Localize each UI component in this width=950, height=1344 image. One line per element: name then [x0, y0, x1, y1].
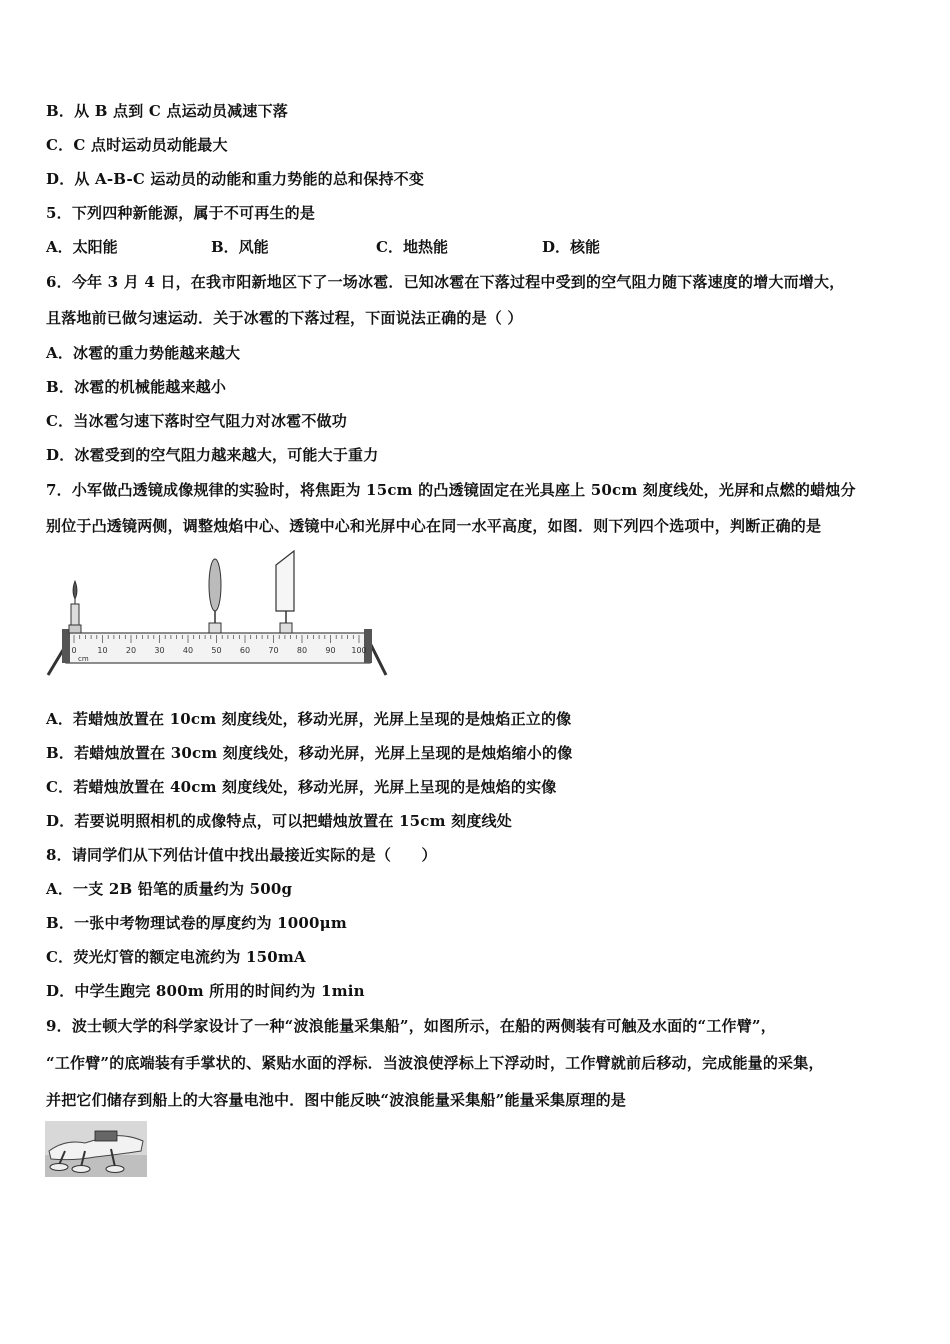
q5-option-c: C．地热能	[376, 238, 448, 256]
ruler-tick-label: 90	[325, 646, 336, 655]
q8-option-c: C．荧光灯管的额定电流约为 150mA	[46, 948, 306, 966]
q7-option-d: D．若要说明照相机的成像特点，可以把蜡烛放置在 15cm 刻度线处	[46, 812, 512, 830]
float-1	[50, 1164, 68, 1171]
q5-stem: 5．下列四种新能源，属于不可再生的是	[46, 204, 316, 222]
ruler-tick-label: 0	[71, 646, 77, 655]
wave-energy-ship-image	[45, 1121, 147, 1177]
q6-option-d: D．冰雹受到的空气阻力越来越大，可能大于重力	[46, 446, 379, 464]
ruler-tick-label: 70	[268, 646, 279, 655]
ruler-tick-label: 20	[125, 646, 137, 655]
q5-options	[46, 237, 906, 257]
q7-stem-line1: 7．小军做凸透镜成像规律的实验时，将焦距为 15cm 的凸透镜固定在光具座上 50cm 刻度线处，光屏和点燃的蜡烛分	[46, 481, 856, 499]
light-screen	[276, 551, 294, 633]
q6-stem-line1: 6．今年 3 月 4 日，在我市阳新地区下了一场冰雹．已知冰雹在下落过程中受到的空气阻力随下落速度的增大而增大，	[46, 273, 845, 291]
screen-panel	[276, 551, 294, 611]
optical-bench-figure	[44, 547, 389, 680]
lens-body	[209, 559, 221, 611]
q6-option-b: B．冰雹的机械能越来越小	[46, 378, 227, 396]
ruler-tick-label: 100	[351, 646, 367, 655]
lens-holder	[209, 623, 221, 633]
ruler-tick-label: 40	[182, 646, 194, 655]
q6-stem-line2: 且落地前已做匀速运动．关于冰雹的下落过程，下面说法正确的是（ ）	[46, 309, 523, 327]
convex-lens	[209, 559, 221, 633]
q4-option-b: B．从 B 点到 C 点运动员减速下落	[46, 102, 288, 120]
q5-option-a: A．太阳能	[46, 238, 118, 256]
q7-option-a: A．若蜡烛放置在 10cm 刻度线处，移动光屏，光屏上呈现的是烛焰正立的像	[46, 710, 572, 728]
wave-energy-ship-illustration	[45, 1121, 147, 1177]
float-3	[106, 1166, 124, 1173]
candle	[69, 581, 81, 633]
ruler-tick-label: 10	[97, 646, 108, 655]
ruler-tick-label: 50	[211, 646, 222, 655]
screen-holder	[280, 623, 292, 633]
q7-option-c: C．若蜡烛放置在 40cm 刻度线处，移动光屏，光屏上呈现的是烛焰的实像	[46, 778, 557, 796]
q8-option-b: B．一张中考物理试卷的厚度约为 1000μm	[46, 914, 347, 932]
float-2	[72, 1166, 90, 1173]
q9-stem-line3: 并把它们储存到船上的大容量电池中．图中能反映“波浪能量采集船”能量采集原理的是	[46, 1091, 627, 1109]
optical-bench-diagram	[44, 547, 389, 680]
q8-stem: 8．请同学们从下列估计值中找出最接近实际的是（ ）	[46, 846, 437, 864]
ruler-tick-label: 30	[154, 646, 165, 655]
candle-flame	[73, 581, 77, 599]
q5-option-d: D．核能	[542, 238, 601, 256]
bench-left-end	[62, 629, 70, 663]
q5-option-b: B．风能	[211, 238, 269, 256]
candle-holder	[69, 625, 81, 633]
q8-option-a: A．一支 2B 铅笔的质量约为 500g	[46, 880, 293, 898]
q4-option-c: C．C 点时运动员动能最大	[46, 136, 228, 154]
q7-option-b: B．若蜡烛放置在 30cm 刻度线处，移动光屏，光屏上呈现的是烛焰缩小的像	[46, 744, 573, 762]
q9-stem-line1: 9．波士顿大学的科学家设计了一种“波浪能量采集船”，如图所示，在船的两侧装有可触及水面的“工作臂”，	[46, 1017, 776, 1035]
q4-option-d: D．从 A-B-C 运动员的动能和重力势能的总和保持不变	[46, 170, 425, 188]
q6-option-a: A．冰雹的重力势能越来越大	[46, 344, 241, 362]
q9-stem-line2: “工作臂”的底端装有手掌状的、紧贴水面的浮标．当波浪使浮标上下浮动时，工作臂就前后移动，完成能量的采集，	[46, 1054, 824, 1072]
q6-option-c: C．当冰雹匀速下落时空气阻力对冰雹不做功	[46, 412, 347, 430]
ruler-tick-label: 60	[239, 646, 251, 655]
ruler-unit: cm	[78, 655, 89, 663]
ship-cabin	[95, 1131, 117, 1141]
ruler-tick-label: 80	[296, 646, 308, 655]
q8-option-d: D．中学生跑完 800m 所用的时间约为 1min	[46, 982, 365, 1000]
q7-stem-line2: 别位于凸透镜两侧，调整烛焰中心、透镜中心和光屏中心在同一水平高度，如图．则下列四个选项中，判断正确的是	[46, 517, 822, 535]
